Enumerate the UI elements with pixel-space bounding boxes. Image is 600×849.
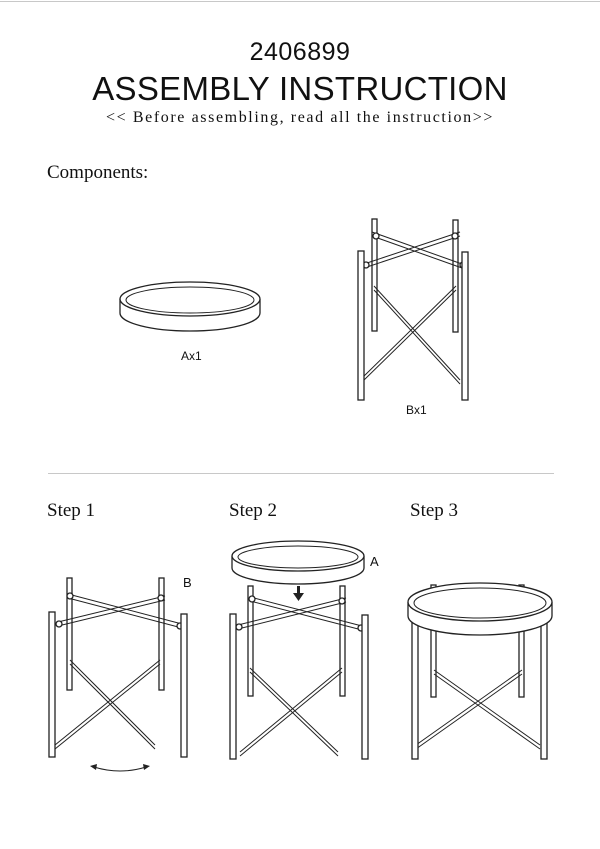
document-subtitle: << Before assembling, read all the instruction>>	[106, 109, 494, 126]
step-2-heading: Step 2	[229, 500, 278, 521]
step-2-part-label: A	[370, 554, 379, 569]
component-b-label: Bx1	[406, 403, 427, 417]
step-3-heading: Step 3	[410, 500, 459, 521]
component-a-label: Ax1	[181, 349, 202, 363]
step-1-stand-icon	[49, 578, 187, 771]
document-title: ASSEMBLY INSTRUCTION	[92, 70, 508, 107]
step-1-part-label: B	[183, 575, 192, 590]
step-2-assembly-icon	[230, 541, 368, 759]
components-heading: Components:	[47, 162, 149, 183]
step-1-heading: Step 1	[47, 500, 96, 521]
step-3-table-icon	[408, 583, 552, 759]
document-number: 2406899	[249, 38, 351, 66]
